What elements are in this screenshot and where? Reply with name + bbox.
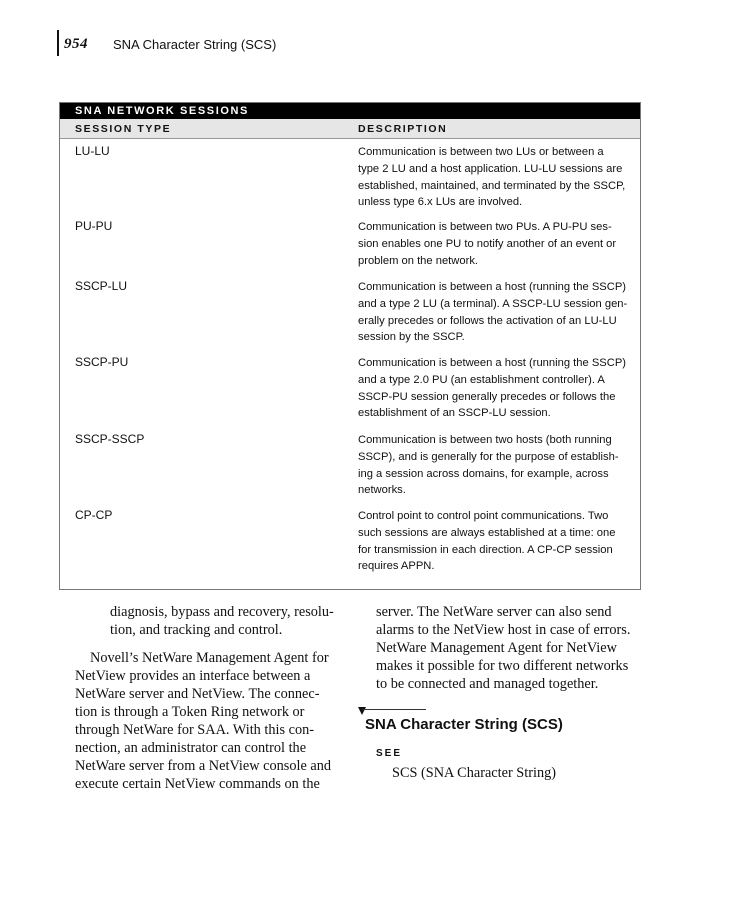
column-header-session-type: SESSION TYPE	[75, 123, 172, 135]
session-description: Control point to control point communications. Two such sessions are always established at a time: one for transmission in each direction. A CP-CP session requires APPN.	[358, 510, 616, 573]
session-type: CP-CP	[75, 508, 113, 522]
session-type: SSCP-SSCP	[75, 432, 145, 446]
body-paragraph: Novell’s NetWare Management Agent for NetView provides an interface between a NetWare server and NetView. The connec- tion is through a Token Ring network or through NetWare for SAA. With this con- nection, an administrator can control the NetWare server from a NetView console and execute certain NetView commands on the	[75, 650, 332, 792]
sessions-table	[59, 102, 641, 590]
body-paragraph: server. The NetWare server can also send alarms to the NetView host in case of errors. NetWare Management Agent for NetView makes it possible for two different networks to be connected and managed together.	[376, 604, 631, 692]
session-type: PU-PU	[75, 219, 113, 233]
session-description: Communication is between a host (running the SSCP) and a type 2.0 PU (an establishment controller). A SSCP-PU session generally precedes or follows the establishment of an SSCP-LU session.	[358, 357, 627, 420]
column-header-description: DESCRIPTION	[358, 123, 448, 135]
session-type: SSCP-LU	[75, 279, 128, 293]
entry-title: SNA Character String (SCS)	[365, 716, 563, 733]
right-column	[376, 603, 651, 693]
session-type: LU-LU	[75, 144, 110, 158]
continued-paragraph: diagnosis, bypass and recovery, resolu- tion, and tracking and control.	[110, 604, 334, 638]
table-caption: SNA NETWORK SESSIONS	[60, 103, 640, 119]
header-rule	[57, 30, 59, 56]
see-label: SEE	[376, 748, 403, 759]
session-description: Communication is between a host (running the SSCP) and a type 2 LU (a terminal). A SSCP-LU session gen- erally precedes or follows the activation of an LU-LU session by the SSCP.	[358, 281, 628, 344]
session-description: Communication is between two PUs. A PU-PU ses- sion enables one PU to notify another of an event or problem on the network.	[358, 221, 617, 267]
page-number: 954	[64, 36, 88, 52]
session-type: SSCP-PU	[75, 355, 129, 369]
entry-rule	[362, 709, 426, 710]
left-column	[75, 603, 350, 793]
session-description: Communication is between two hosts (both running SSCP), and is generally for the purpose of establish- ing a session across domains, for example, across networks.	[358, 434, 619, 497]
table-header-row	[60, 119, 640, 139]
see-reference: SCS (SNA Character String)	[392, 765, 557, 781]
session-description: Communication is between two LUs or between a type 2 LU and a host application. LU-LU sessions are established, maintained, and terminated by the SSCP, unless type 6.x LUs are involved.	[358, 146, 626, 209]
running-title: SNA Character String (SCS)	[113, 37, 277, 52]
